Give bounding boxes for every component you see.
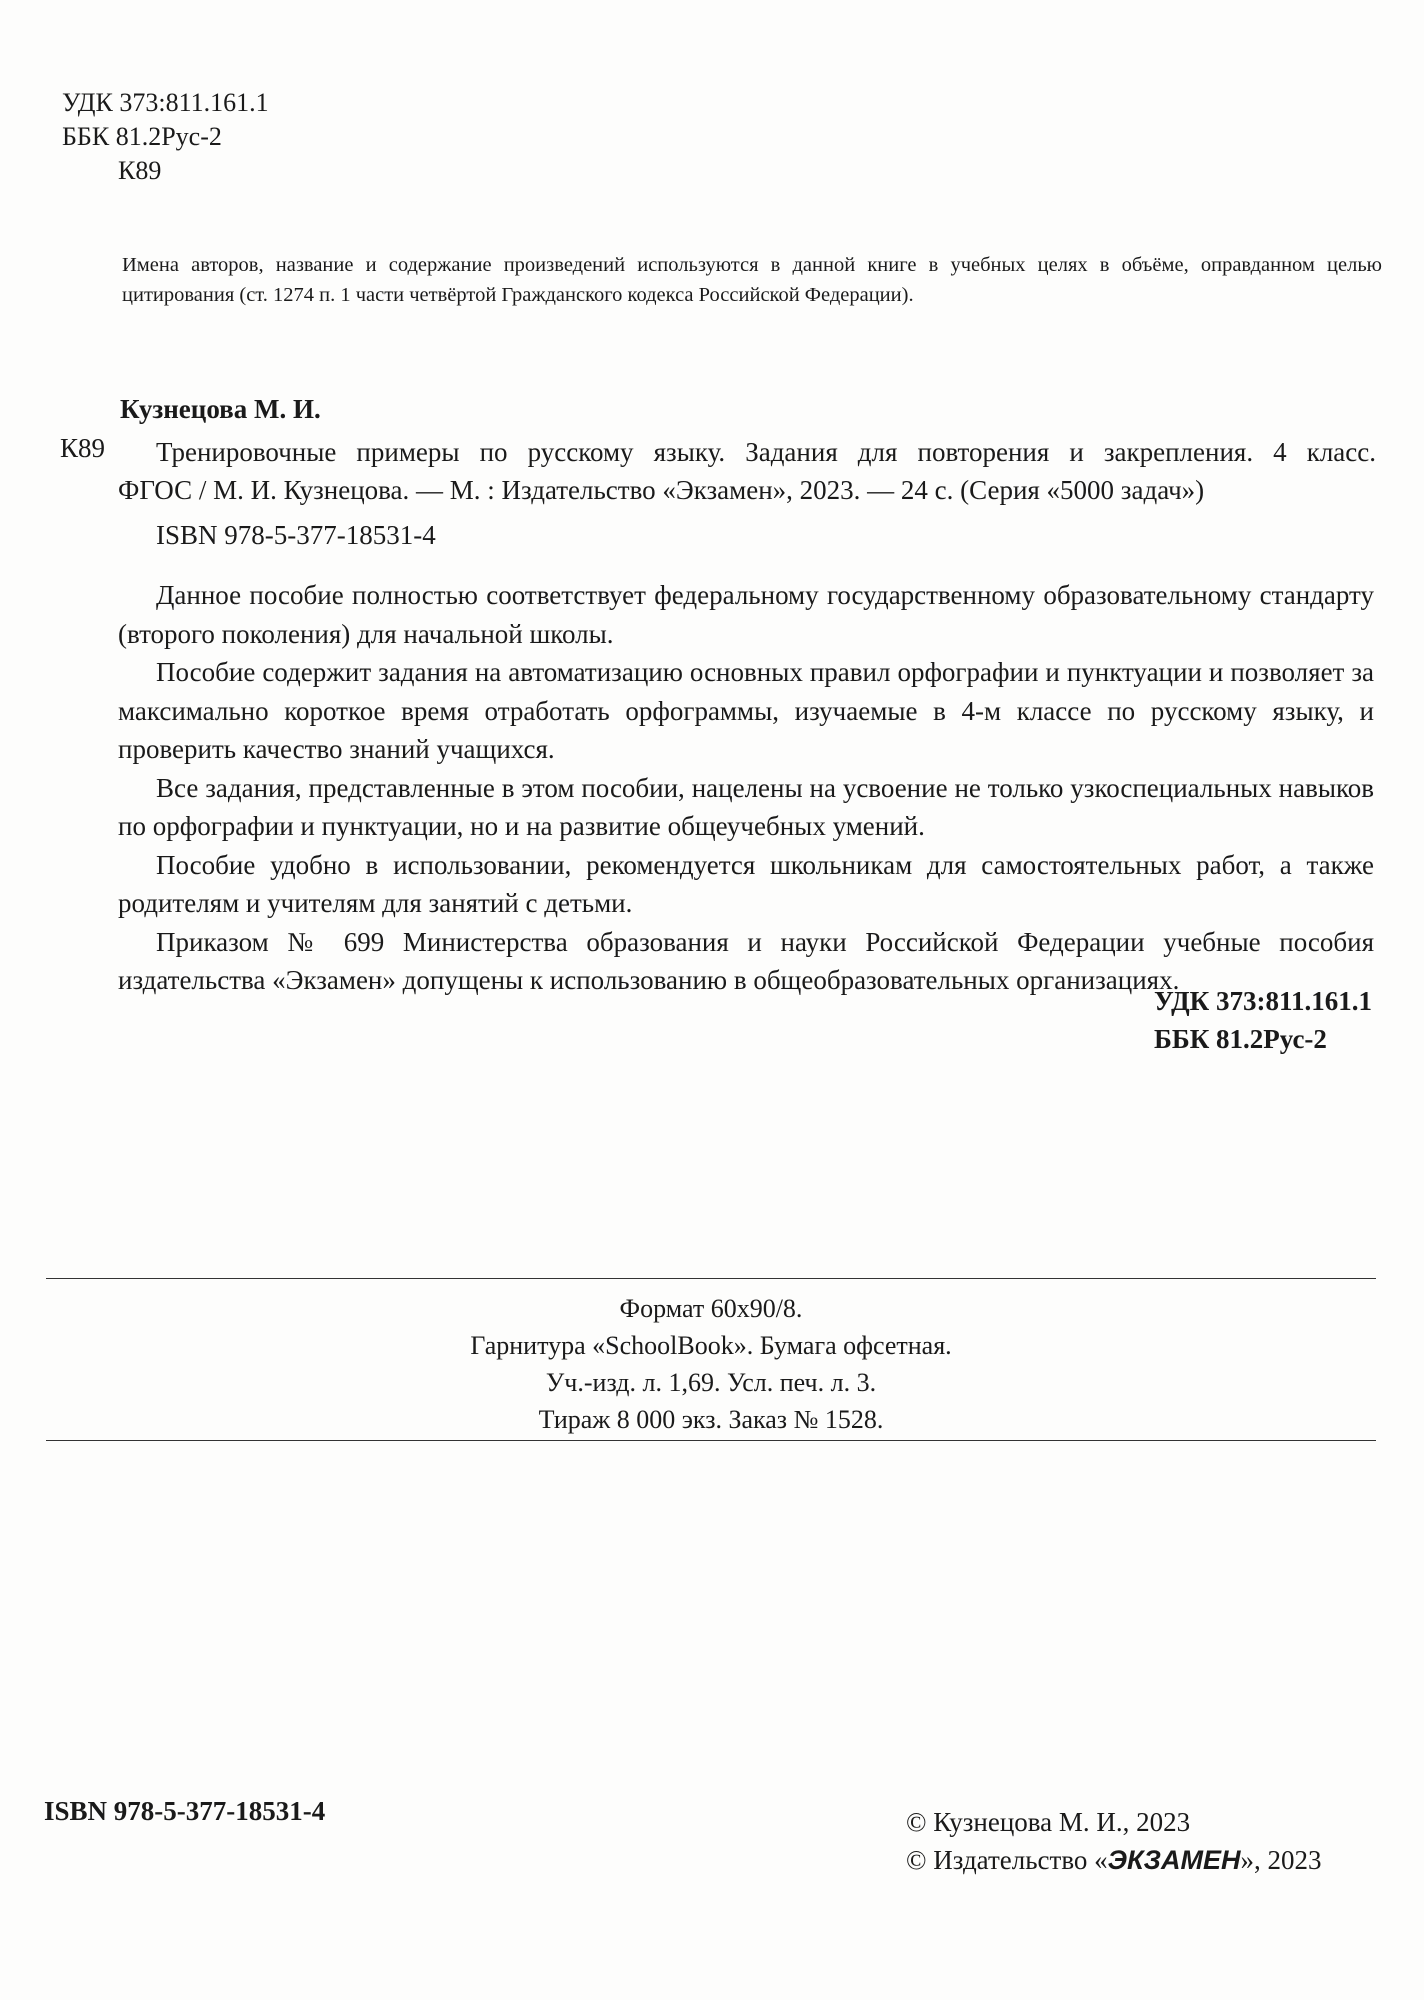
imprint-block (46, 1290, 1376, 1438)
imprint-print-run: Тираж 8 000 экз. Заказ № 1528. (538, 1405, 884, 1434)
copyright-notice: Имена авторов, название и содержание произведений используются в данной книге в учебных целях в объёме, оправданном целью цитирования (ст. 1274 п. 1 части четвёртой Гражданского кодекса Российской Федерации). (122, 254, 1382, 306)
imprint-typeface: Гарнитура «SchoolBook». Бумага офсетная. (470, 1331, 952, 1360)
udk-code-bold: УДК 373:811.161.1 (1154, 986, 1372, 1016)
annotation-paragraph: Все задания, представленные в этом пособии, нацелены на усвоение не только узкоспециальных навыков по орфографии и пунктуации, но и на развитие общеучебных умений. (118, 772, 1374, 841)
copyright-author: © Кузнецова М. И., 2023 (906, 1807, 1191, 1837)
isbn: ISBN 978-5-377-18531-4 (156, 520, 436, 550)
imprint-bottom-rule (46, 1440, 1376, 1441)
author-mark-inline: К89 (60, 433, 106, 463)
bbk-code-bold: ББК 81.2Рус-2 (1154, 1024, 1327, 1054)
imprint-sheets: Уч.-изд. л. 1,69. Усл. печ. л. 3. (545, 1368, 877, 1397)
udk-code: УДК 373:811.161.1 (62, 88, 269, 117)
annotation-paragraph: Пособие содержит задания на автоматизацию основных правил орфографии и пунктуации и позволяет за максимально короткое время отработать орфограммы, изучаемые в 4-м классе по русскому языку, и проверить качество знаний учащихся. (118, 657, 1374, 764)
classification-header (62, 86, 269, 188)
classification-bold (1154, 982, 1372, 1058)
imprint-top-rule (46, 1278, 1376, 1279)
title-line-1: Тренировочные примеры по русскому языку. Задания для повторения и закрепления. 4 класс. (156, 437, 1376, 467)
copyright-publisher (906, 1841, 1322, 1879)
copyright-block (906, 1803, 1322, 1879)
copyright-publisher-suffix: », 2023 (1240, 1845, 1322, 1875)
annotation (118, 576, 1374, 1000)
author-mark: К89 (118, 156, 162, 185)
author-heading: Кузнецова М. И. (120, 394, 321, 424)
bbk-code: ББК 81.2Рус-2 (62, 122, 222, 151)
bibliographic-description (118, 433, 1376, 509)
annotation-paragraph: Пособие удобно в использовании, рекомендуется школьникам для самостоятельных работ, а также родителям и учителям для занятий с детьми. (118, 849, 1374, 918)
title-line-2: ФГОС / М. И. Кузнецова. — М. : Издательство «Экзамен», 2023. — 24 с. (Серия «5000 задач») (118, 475, 1205, 505)
annotation-paragraph: Приказом № 699 Министерства образования и науки Российской Федерации учебные пособия издательства «Экзамен» допущены к использованию в общеобразовательных организациях. (118, 926, 1374, 995)
copyright-publisher-prefix: © Издательство « (906, 1845, 1108, 1875)
annotation-paragraph: Данное пособие полностью соответствует федеральному государственному образовательному стандарту (второго поколения) для начальной школы. (118, 580, 1374, 649)
publisher-brand: ЭКЗАМЕН (1107, 1845, 1241, 1875)
footer-isbn: ISBN 978-5-377-18531-4 (44, 1796, 326, 1826)
imprint-format: Формат 60х90/8. (619, 1294, 803, 1323)
